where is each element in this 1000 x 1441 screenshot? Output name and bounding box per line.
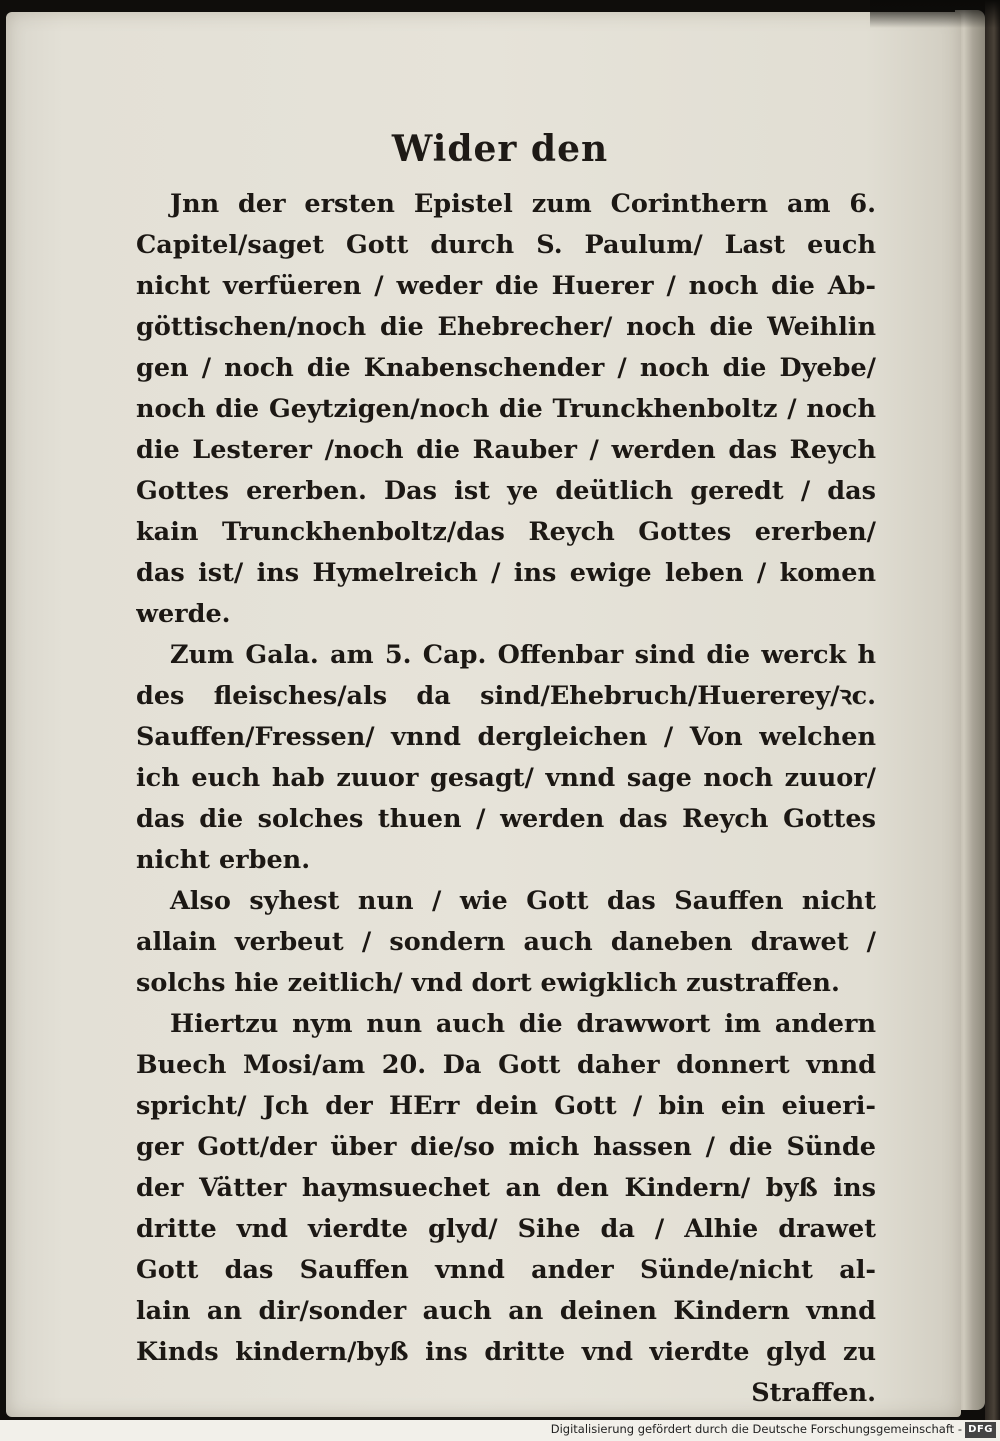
text-line: das ist/ ins Hymelreich / ins ewige leben / komen [136,558,876,588]
text-line: Sauffen/Fressen/ vnnd dergleichen / Von welchen [136,722,876,752]
text-line: lain an dir/sonder auch an deinen Kindern vnnd [136,1296,876,1326]
text-line: Gott das Sauffen vnnd ander Sünde/nicht al- [136,1255,876,1285]
text-line: Gottes ererben. Das ist ye deütlich geredt / das [136,476,876,506]
text-line: nicht erben. [136,845,311,875]
text-line: göttischen/noch die Ehebrecher/ noch die Weihlin [136,312,876,342]
text-line: spricht/ Jch der HErr dein Gott / bin ein eiueri- [136,1091,876,1121]
scan-shadow [870,0,1000,28]
text-line: Zum Gala. am 5. Cap. Offenbar sind die werck h [170,640,876,670]
text-line: Kinds kindern/byß ins dritte vnd vierdte glyd zu [136,1337,876,1367]
text-line: ich euch hab zuuor gesagt/ vnnd sage noch zuuor/ [136,763,876,793]
body-text [136,184,876,1414]
text-line: noch die Geytzigen/noch die Trunckhenboltz / noch [136,394,876,424]
text-line: Buech Mosi/am 20. Da Gott daher donnert vnnd [136,1050,876,1080]
text-line: ger Gott/der über die/so mich hassen / die Sünde [136,1132,876,1162]
text-line: solchs hie zeitlich/ vnd dort ewigklich zustraffen. [136,968,840,998]
dfg-logo: DFG [965,1422,996,1438]
text-line: werde. [136,599,231,629]
catchword: Straffen. [751,1378,876,1408]
text-line: nicht verfüeren / weder die Huerer / noch die Ab- [136,271,876,301]
text-line: das die solches thuen / werden das Reych Gottes [136,804,876,834]
funding-credit: Digitalisierung gefördert durch die Deutsche Forschungsgemeinschaft - [550,1422,962,1436]
text-line: allain verbeut / sondern auch daneben drawet / [136,927,876,957]
text-line: Jnn der ersten Epistel zum Corinthern am 6. [170,189,876,219]
book-binding [985,0,1000,1441]
text-line: der Vätter haymsuechet an den Kindern/ byß ins [136,1173,876,1203]
text-line: dritte vnd vierdte glyd/ Sihe da / Alhie drawet [136,1214,876,1244]
text-line: kain Trunckhenboltz/das Reych Gottes ererben/ [136,517,876,547]
text-line: des fleisches/als da sind/Ehebruch/Huererey/ꝛc. [136,681,876,711]
text-line: Hiertzu nym nun auch die drawwort im andern [170,1009,876,1039]
text-line: gen / noch die Knabenschender / noch die Dyebe/ [136,353,876,383]
text-line: Also syhest nun / wie Gott das Sauffen nicht [170,886,876,916]
running-head: Wider den [391,128,609,170]
text-line: Capitel/saget Gott durch S. Paulum/ Last euch [136,230,876,260]
text-line: die Lesterer /noch die Rauber / werden das Reych [136,435,876,465]
